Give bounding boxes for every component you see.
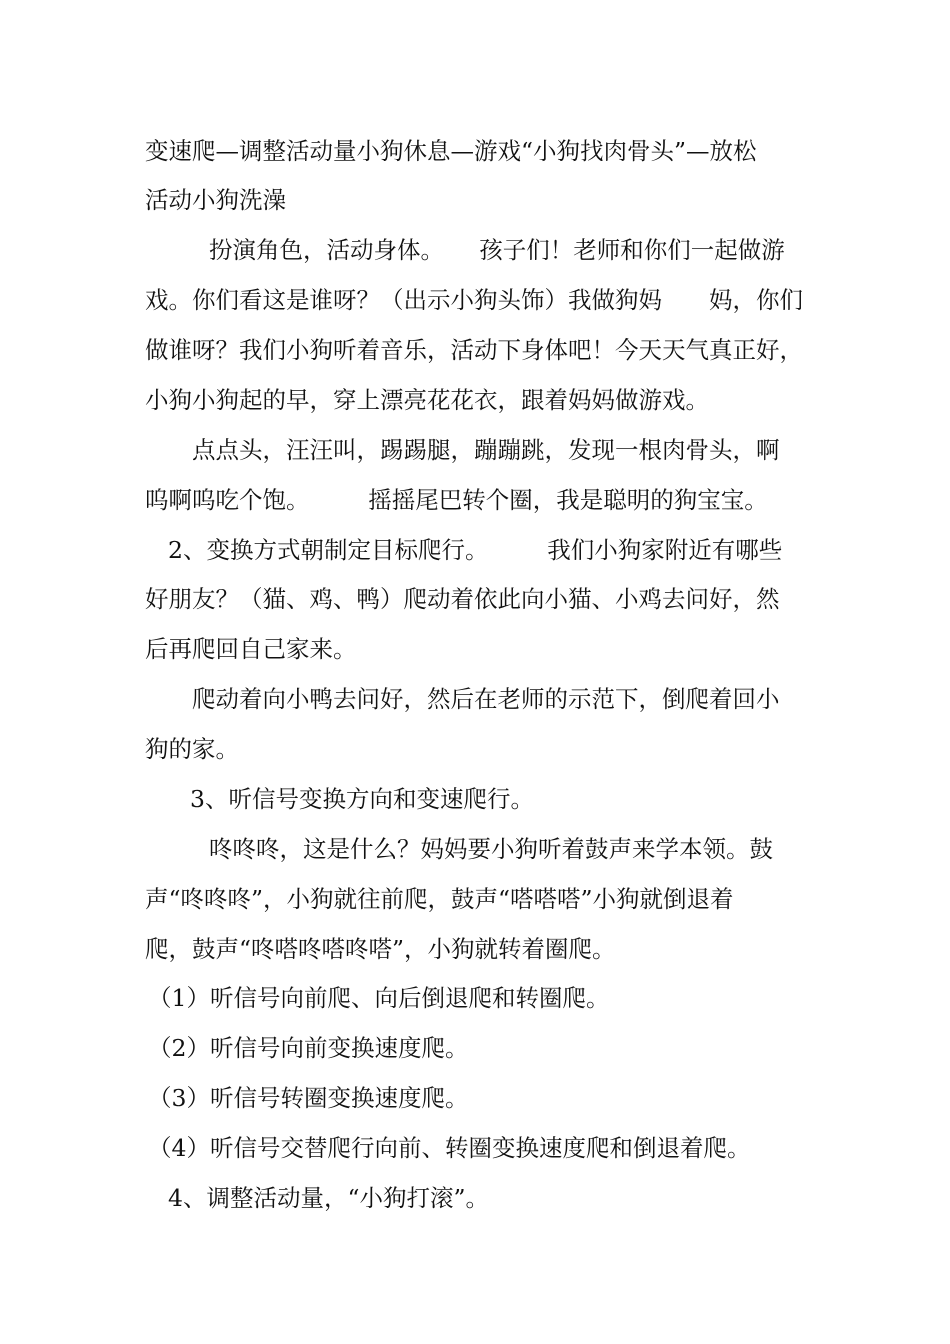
text-line: 4、调整活动量，“小狗打滚”。: [168, 1184, 489, 1212]
text-line: （2）听信号向前变换速度爬。: [148, 1034, 469, 1062]
text-line: 做谁呀？我们小狗听着音乐，活动下身体吧！今天天气真正好，: [145, 336, 803, 364]
text-line: 爬，鼓声“咚嗒咚嗒咚嗒”，小狗就转着圈爬。: [145, 935, 616, 963]
text-line: 声“咚咚咚”，小狗就往前爬，鼓声“嗒嗒嗒”小狗就倒退着: [145, 885, 734, 913]
text-line: 点点头，汪汪叫，踢踢腿，蹦蹦跳，发现一根肉骨头，啊: [192, 436, 780, 464]
text-line: 活动小狗洗澡: [145, 186, 286, 214]
text-line: 2、变换方式朝制定目标爬行。 我们小狗家附近有哪些: [168, 536, 783, 564]
text-line: 扮演角色，活动身体。 孩子们！老师和你们一起做游: [209, 236, 785, 264]
text-line: （1）听信号向前爬、向后倒退爬和转圈爬。: [148, 984, 610, 1012]
text-line: 狗的家。: [145, 735, 239, 763]
text-line: 小狗小狗起的早，穿上漂亮花花衣，跟着妈妈做游戏。: [145, 386, 709, 414]
text-line: 咚咚咚，这是什么？妈妈要小狗听着鼓声来学本领。鼓: [209, 835, 773, 863]
text-line: 变速爬—调整活动量小狗休息—游戏“小狗找肉骨头”—放松: [145, 137, 757, 165]
text-line: 后再爬回自己家来。: [145, 635, 357, 663]
text-line: 爬动着向小鸭去问好，然后在老师的示范下，倒爬着回小: [192, 685, 780, 713]
text-line: （3）听信号转圈变换速度爬。: [148, 1084, 469, 1112]
text-line: 呜啊呜吃个饱。 摇摇尾巴转个圈，我是聪明的狗宝宝。: [145, 486, 768, 514]
text-line: （4）听信号交替爬行向前、转圈变换速度爬和倒退着爬。: [148, 1134, 751, 1162]
text-line: 好朋友？（猫、鸡、鸭）爬动着依此向小猫、小鸡去问好，然: [145, 585, 780, 613]
text-line: 戏。你们看这是谁呀？（出示小狗头饰）我做狗妈 妈，你们: [145, 286, 803, 314]
text-line: 3、听信号变换方向和变速爬行。: [190, 785, 534, 813]
